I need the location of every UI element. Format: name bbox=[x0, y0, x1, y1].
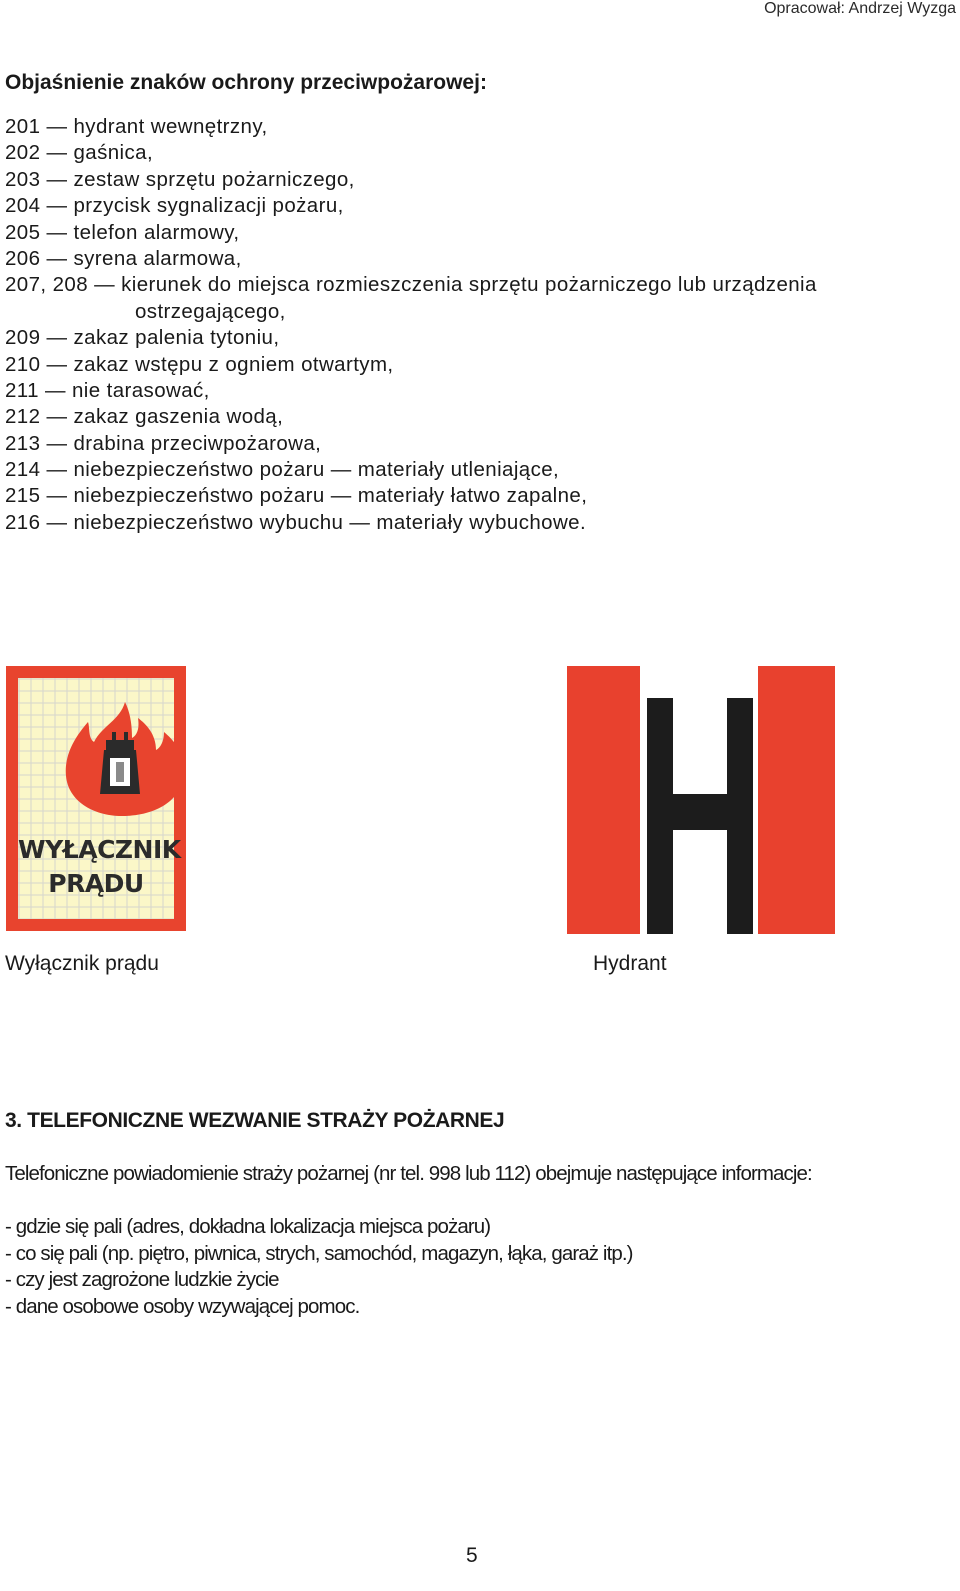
legend-item: 209 — zakaz palenia tytoniu, bbox=[5, 326, 280, 350]
legend-item: 210 — zakaz wstępu z ogniem otwartym, bbox=[5, 352, 394, 376]
info-item: - gdzie się pali (adres, dokładna lokalizacja miejsca pożaru) bbox=[5, 1215, 491, 1238]
legend-item: 203 — zestaw sprzętu pożarniczego, bbox=[5, 167, 355, 191]
power-switch-sign-text bbox=[18, 833, 181, 901]
legend-item: 207, 208 — kierunek do miejsca rozmieszczenia sprzętu pożarniczego lub urządzenia bbox=[5, 273, 817, 297]
legend-item-continuation: ostrzegającego, bbox=[135, 299, 286, 323]
legend-list bbox=[5, 114, 817, 536]
power-switch-caption: Wyłącznik prądu bbox=[5, 952, 159, 975]
hydrant-sign bbox=[567, 666, 835, 934]
info-item: - dane osobowe osoby wzywającej pomoc. bbox=[5, 1294, 360, 1318]
plug-icon bbox=[100, 732, 140, 794]
page-number: 5 bbox=[466, 1544, 478, 1567]
sign-text-line: WYŁĄCZNIK bbox=[18, 835, 181, 864]
hydrant-letter-h-icon bbox=[647, 698, 757, 934]
flame-icon bbox=[60, 698, 190, 818]
sign-stripe-right bbox=[758, 666, 835, 934]
info-list bbox=[5, 1214, 633, 1320]
legend-item: 216 — niebezpieczeństwo wybuchu — materiały wybuchowe. bbox=[5, 510, 587, 534]
legend-item: 214 — niebezpieczeństwo pożaru — materiały utleniające, bbox=[5, 458, 560, 482]
legend-item: 211 — nie tarasować, bbox=[5, 378, 210, 402]
legend-item: 202 — gaśnica, bbox=[5, 141, 154, 165]
hydrant-caption: Hydrant bbox=[593, 952, 667, 975]
legend-item: 212 — zakaz gaszenia wodą, bbox=[5, 405, 284, 429]
sign-text-line: PRĄDU bbox=[48, 869, 144, 898]
section-intro: Telefoniczne powiadomienie straży pożarnej (nr tel. 998 lub 112) obejmuje następujące informacje: bbox=[5, 1162, 812, 1185]
power-switch-sign bbox=[6, 666, 186, 931]
legend-item: 206 — syrena alarmowa, bbox=[5, 246, 242, 270]
legend-heading: Objaśnienie znaków ochrony przeciwpożarowej: bbox=[5, 71, 487, 94]
info-item: - czy jest zagrożone ludzkie życie bbox=[5, 1268, 279, 1292]
legend-item: 204 — przycisk sygnalizacji pożaru, bbox=[5, 194, 344, 218]
info-item: - co się pali (np. piętro, piwnica, strych, samochód, magazyn, łąka, garaż itp.) bbox=[5, 1241, 633, 1265]
legend-item: 215 — niebezpieczeństwo pożaru — materiały łatwo zapalne, bbox=[5, 484, 588, 508]
legend-item: 213 — drabina przeciwpożarowa, bbox=[5, 431, 322, 455]
author-credit: Opracował: Andrzej Wyzga bbox=[764, 0, 956, 17]
sign-stripe-left bbox=[567, 666, 640, 934]
legend-item: 205 — telefon alarmowy, bbox=[5, 220, 240, 244]
section-title: 3. TELEFONICZNE WEZWANIE STRAŻY POŻARNEJ bbox=[5, 1109, 505, 1132]
legend-item: 201 — hydrant wewnętrzny, bbox=[5, 115, 268, 138]
